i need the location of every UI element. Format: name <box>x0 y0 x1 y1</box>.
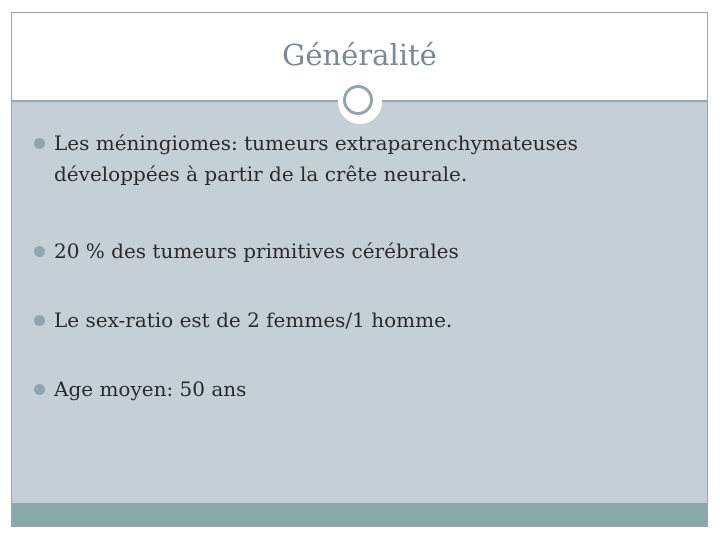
bullet-item <box>34 128 704 190</box>
slide <box>11 12 708 527</box>
bullet-dot-icon <box>34 315 45 326</box>
bullet-item <box>34 305 704 336</box>
bullet-text: Le sex-ratio est de 2 femmes/1 homme. <box>54 308 453 332</box>
bullet-dot-icon <box>34 138 45 149</box>
divider-circle-icon <box>338 80 382 124</box>
content-area <box>12 100 707 503</box>
bullet-text: 20 % des tumeurs primitives cérébrales <box>54 239 459 263</box>
bullet-text: Les méningiomes: tumeurs extraparenchymateuses développées à partir de la crête neurale. <box>54 131 578 186</box>
footer-bar <box>12 503 707 526</box>
bullet-dot-icon <box>34 246 45 257</box>
slide-title: Généralité <box>282 38 437 72</box>
bullet-dot-icon <box>34 384 45 395</box>
bullet-item <box>34 374 704 405</box>
bullet-text: Age moyen: 50 ans <box>54 377 247 401</box>
bullet-item <box>34 236 704 267</box>
